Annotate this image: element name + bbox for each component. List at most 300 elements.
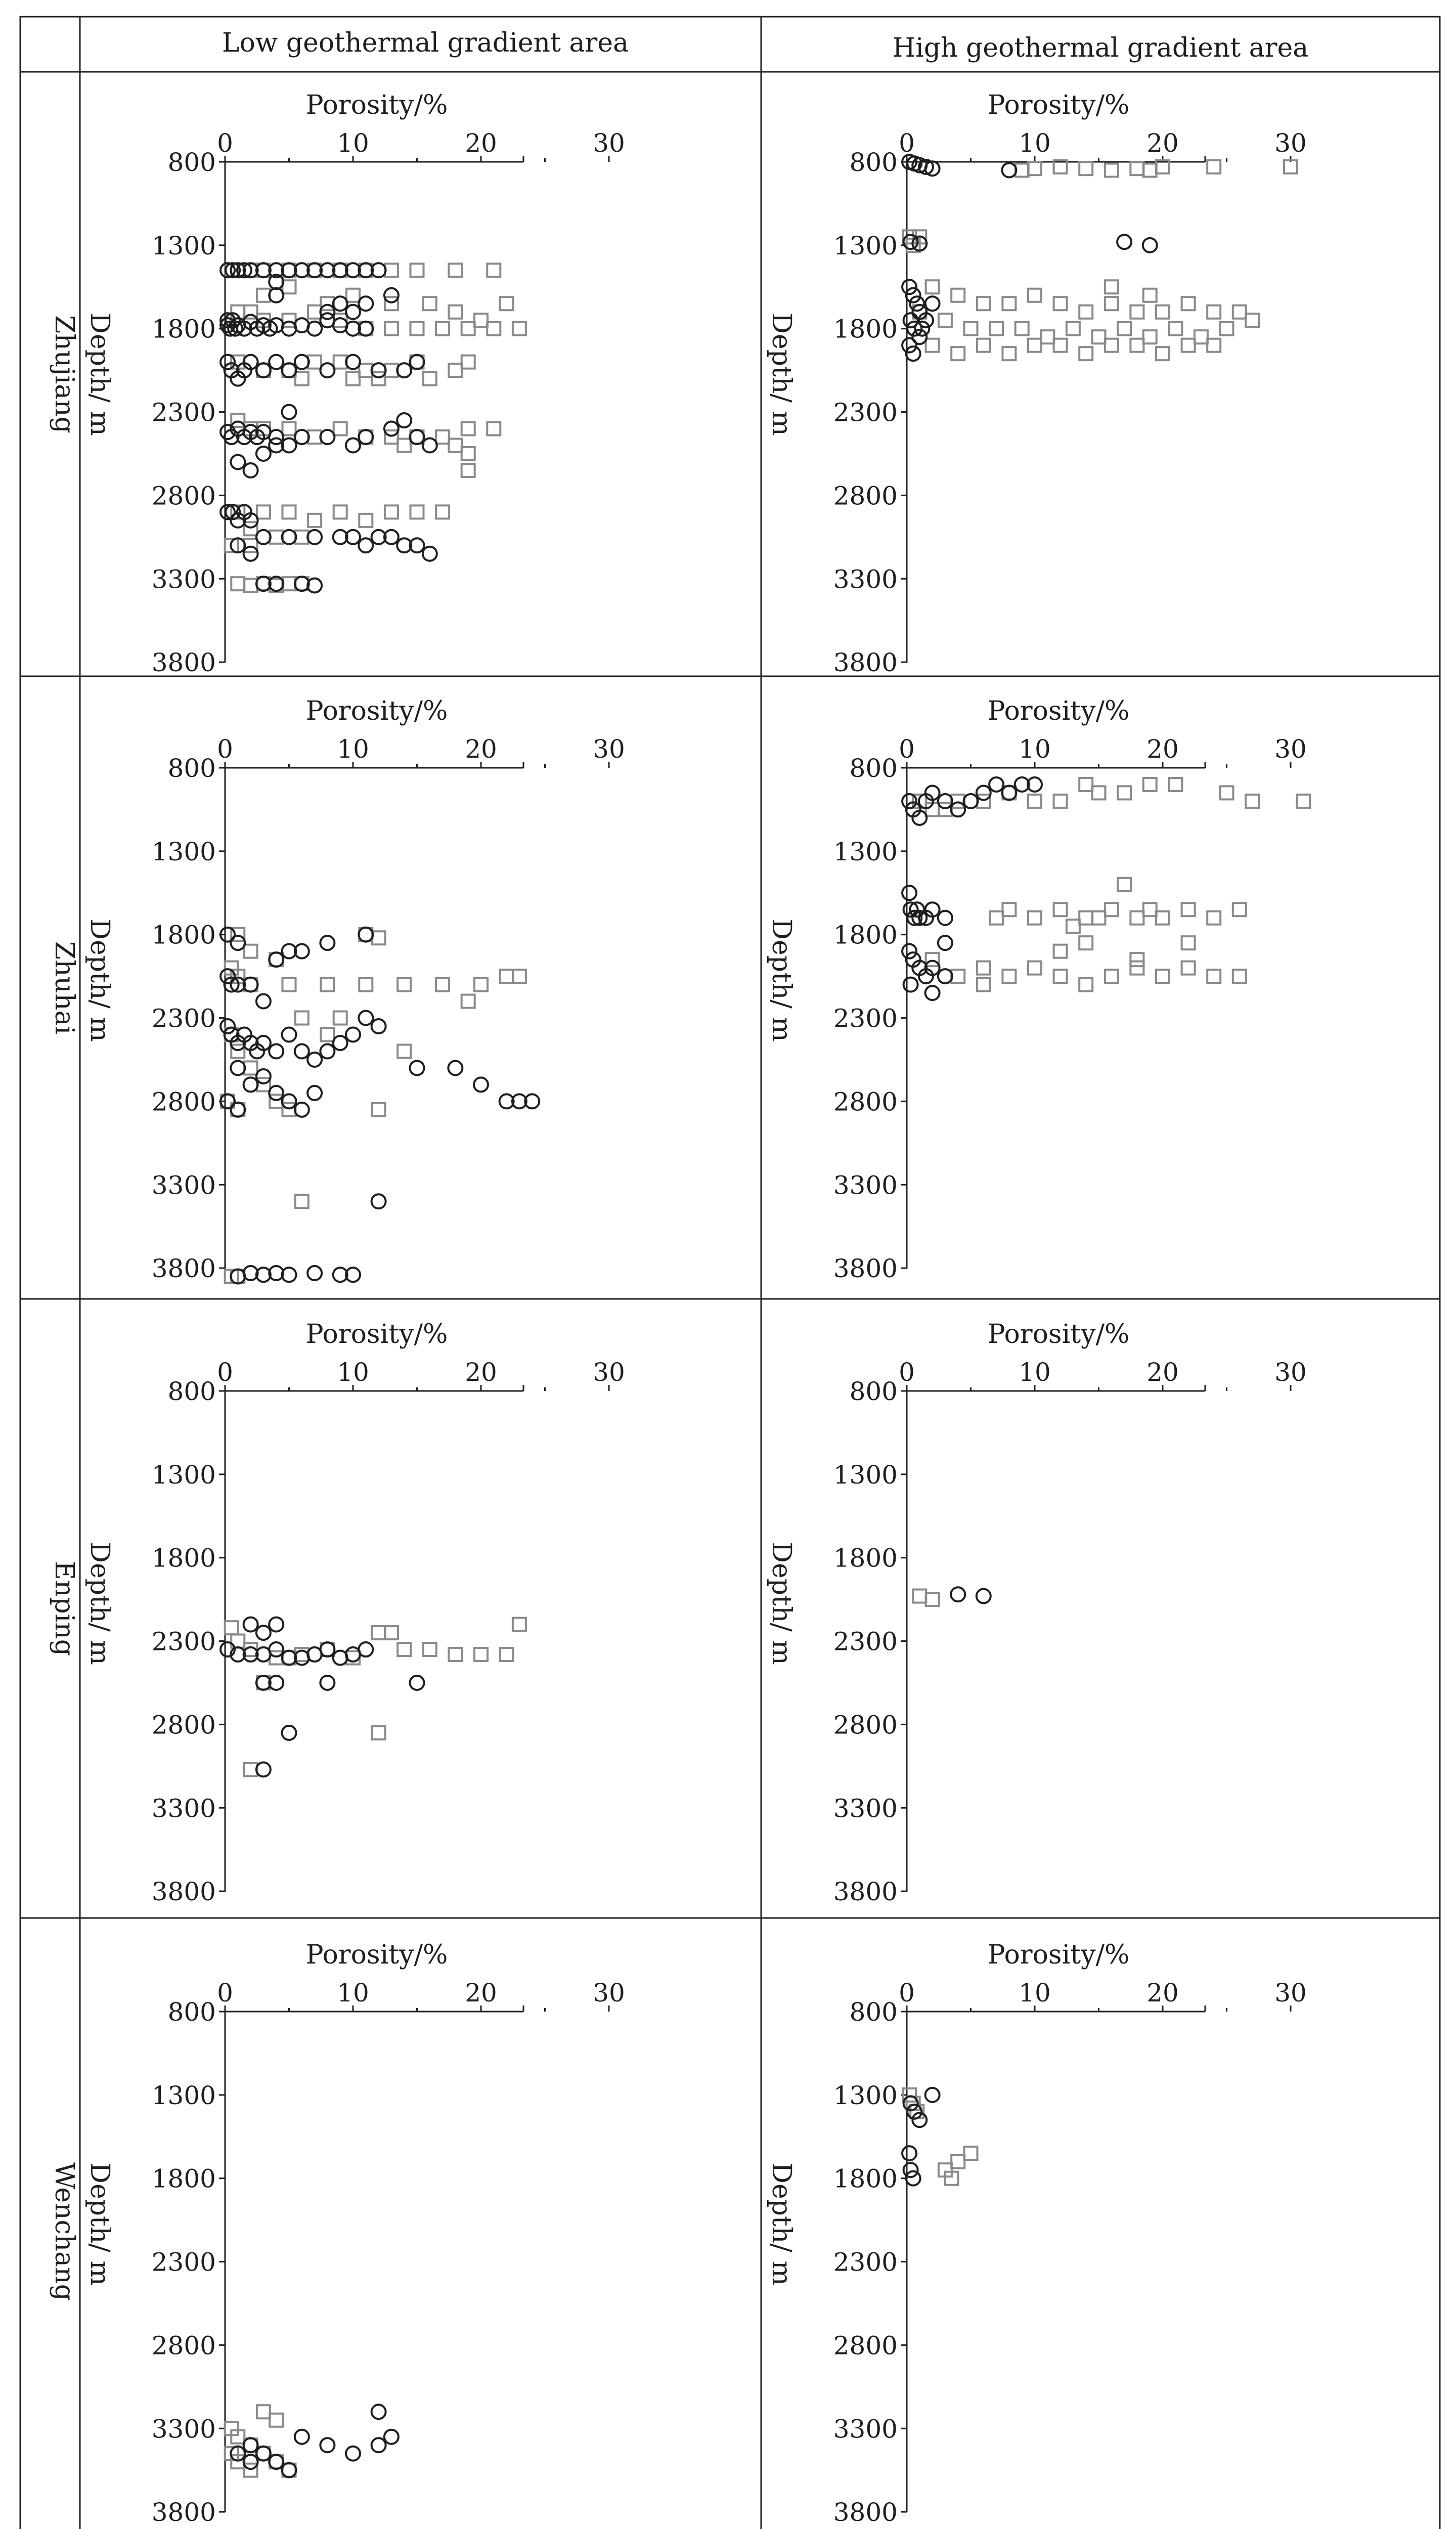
secondary-porosity-point <box>906 346 920 361</box>
primary-porosity-point <box>487 322 500 335</box>
primary-porosity-point <box>423 372 436 385</box>
secondary-porosity-point <box>951 1587 965 1601</box>
y-tick-label: 1300 <box>151 2080 216 2110</box>
primary-porosity-point <box>372 1626 385 1639</box>
y-tick-label: 3800 <box>833 1254 898 1284</box>
secondary-porosity-point <box>977 786 991 800</box>
secondary-porosity-point <box>346 1028 360 1042</box>
y-tick-label: 2800 <box>151 481 216 511</box>
y-axis-title: Depth/ m <box>766 919 797 1042</box>
y-axis-title: Depth/ m <box>766 2162 797 2286</box>
x-tick-label: 10 <box>337 1978 369 2008</box>
primary-porosity-point <box>244 1061 257 1074</box>
primary-porosity-point <box>359 364 372 377</box>
primary-porosity-point <box>231 1044 244 1058</box>
secondary-porosity-point <box>295 2430 309 2444</box>
primary-porosity-point <box>411 322 424 335</box>
primary-porosity-point <box>321 1028 334 1041</box>
primary-porosity-point <box>1079 162 1092 175</box>
secondary-porosity-point <box>938 794 952 808</box>
y-tick-label: 3800 <box>833 648 898 678</box>
primary-porosity-point <box>270 2414 283 2427</box>
secondary-porosity-point <box>256 447 271 461</box>
secondary-porosity-point <box>307 1053 322 1067</box>
secondary-porosity-point <box>410 1061 424 1075</box>
secondary-porosity-point <box>1117 235 1131 249</box>
secondary-porosity-point <box>904 2163 918 2177</box>
secondary-porosity-point <box>902 280 916 294</box>
primary-porosity-point <box>283 280 296 293</box>
primary-porosity-point <box>951 970 964 983</box>
series-secondary-porosity <box>220 1618 424 1777</box>
y-tick-label: 800 <box>167 148 216 177</box>
panel-enping-low <box>84 1319 625 1906</box>
primary-porosity-point <box>270 531 283 544</box>
series-secondary-porosity <box>902 155 1157 361</box>
primary-porosity-point <box>385 264 398 277</box>
secondary-porosity-point <box>346 2447 360 2461</box>
secondary-porosity-point <box>320 430 334 444</box>
primary-porosity-point <box>321 978 334 991</box>
y-tick-label: 800 <box>167 1377 216 1406</box>
primary-porosity-point <box>372 372 385 385</box>
primary-porosity-point <box>372 931 385 944</box>
secondary-porosity-point <box>320 936 334 950</box>
primary-porosity-point <box>398 1643 411 1656</box>
secondary-porosity-point <box>231 455 245 469</box>
secondary-porosity-point <box>397 413 411 427</box>
primary-porosity-point <box>1028 962 1041 975</box>
primary-porosity-point <box>1079 911 1092 925</box>
primary-porosity-point <box>462 422 475 435</box>
primary-porosity-point <box>244 945 257 958</box>
secondary-porosity-point <box>410 430 424 444</box>
x-tick-label: 20 <box>1146 1978 1179 2008</box>
y-axis-title: Depth/ m <box>84 313 115 436</box>
y-tick-label: 3800 <box>151 648 216 678</box>
primary-porosity-point <box>1130 162 1143 175</box>
secondary-porosity-point <box>372 2438 386 2452</box>
primary-porosity-point <box>1130 911 1143 925</box>
primary-porosity-point <box>926 280 939 293</box>
secondary-porosity-point <box>925 2088 940 2102</box>
secondary-porosity-point <box>320 1044 334 1058</box>
primary-porosity-point <box>977 962 990 975</box>
y-tick-label: 3300 <box>833 2414 898 2444</box>
y-tick-label: 1800 <box>151 920 216 950</box>
primary-porosity-point <box>1169 778 1182 791</box>
secondary-porosity-point <box>902 944 916 958</box>
secondary-porosity-point <box>256 1626 271 1640</box>
x-tick-label: 20 <box>1146 734 1179 764</box>
primary-porosity-point <box>308 306 321 319</box>
secondary-porosity-point <box>256 994 271 1009</box>
secondary-porosity-point <box>359 1011 373 1025</box>
header-high-area: High geothermal gradient area <box>892 33 1309 63</box>
primary-porosity-point <box>1143 289 1157 302</box>
primary-porosity-point <box>1233 903 1246 916</box>
primary-porosity-point <box>449 1648 462 1661</box>
primary-porosity-point <box>385 364 398 377</box>
x-tick-label: 0 <box>899 734 915 764</box>
primary-porosity-point <box>1054 970 1067 983</box>
secondary-porosity-point <box>320 1676 334 1690</box>
secondary-porosity-point <box>269 1044 283 1058</box>
primary-porosity-point <box>283 1103 296 1116</box>
y-tick-label: 2800 <box>833 1710 898 1740</box>
secondary-porosity-point <box>320 305 334 319</box>
primary-porosity-point <box>1028 795 1041 808</box>
secondary-porosity-point <box>282 2463 296 2477</box>
y-tick-label: 2300 <box>151 1627 216 1656</box>
primary-porosity-point <box>257 289 270 302</box>
secondary-porosity-point <box>346 355 360 369</box>
primary-porosity-point <box>372 1103 385 1116</box>
primary-porosity-point <box>1118 322 1131 335</box>
secondary-porosity-point <box>906 288 920 302</box>
primary-porosity-point <box>939 803 952 816</box>
primary-porosity-point <box>1207 160 1220 173</box>
y-tick-label: 2300 <box>151 1004 216 1033</box>
series-primary-porosity <box>913 778 1310 991</box>
primary-porosity-point <box>346 372 360 385</box>
secondary-porosity-point <box>346 438 360 452</box>
secondary-porosity-point <box>346 305 360 319</box>
primary-porosity-point <box>308 430 321 444</box>
primary-porosity-point <box>1067 322 1080 335</box>
primary-porosity-point <box>346 289 360 302</box>
primary-porosity-point <box>1092 786 1106 799</box>
primary-porosity-point <box>1079 778 1092 791</box>
scatter-panels <box>84 90 1310 2527</box>
x-tick-label: 20 <box>1146 128 1179 158</box>
panel-zhuhai-low <box>84 696 625 1284</box>
y-tick-label: 800 <box>167 1997 216 2027</box>
primary-porosity-point <box>462 322 475 335</box>
secondary-porosity-point <box>372 363 386 377</box>
primary-porosity-point <box>334 422 347 435</box>
primary-porosity-point <box>513 970 526 983</box>
x-tick-label: 10 <box>1019 734 1051 764</box>
series-secondary-porosity <box>902 777 1042 1000</box>
primary-porosity-point <box>1156 970 1169 983</box>
secondary-porosity-point <box>938 936 952 950</box>
x-tick-label: 10 <box>337 128 369 158</box>
y-tick-label: 1800 <box>151 314 216 344</box>
primary-porosity-point <box>436 322 449 335</box>
secondary-porosity-point <box>951 802 965 816</box>
primary-porosity-point <box>487 264 500 277</box>
primary-porosity-point <box>1143 163 1157 177</box>
secondary-porosity-point <box>320 363 334 377</box>
primary-porosity-point <box>990 911 1003 925</box>
primary-porosity-point <box>1028 911 1041 925</box>
secondary-porosity-point <box>269 1618 283 1632</box>
x-tick-label: 20 <box>465 1978 497 2008</box>
secondary-porosity-point <box>938 911 952 925</box>
primary-porosity-point <box>295 1012 308 1025</box>
primary-porosity-point <box>926 953 939 966</box>
primary-porosity-point <box>1105 163 1118 177</box>
primary-porosity-point <box>1130 962 1143 975</box>
x-axis-title: Porosity/% <box>305 1940 448 1970</box>
primary-porosity-point <box>1182 962 1195 975</box>
row-label-zhuhai: Zhuhai <box>49 941 79 1035</box>
primary-porosity-point <box>1041 330 1054 343</box>
primary-porosity-point <box>913 1590 926 1603</box>
table-grid <box>20 17 1440 2529</box>
panel-zhuhai-high <box>766 696 1310 1283</box>
x-tick-label: 20 <box>465 1358 497 1387</box>
primary-porosity-point <box>334 356 347 369</box>
primary-porosity-point <box>449 264 462 277</box>
secondary-porosity-point <box>220 1019 235 1033</box>
primary-porosity-point <box>1207 306 1220 319</box>
primary-porosity-point <box>449 439 462 452</box>
primary-porosity-point <box>462 995 475 1008</box>
primary-porosity-point <box>1002 297 1016 310</box>
primary-porosity-point <box>1028 289 1041 302</box>
row-label-wenchang: Wenchang <box>49 2162 79 2301</box>
primary-porosity-point <box>436 505 449 518</box>
y-axis-title: Depth/ m <box>84 2162 115 2286</box>
secondary-porosity-point <box>220 355 235 369</box>
header-low-area: Low geothermal gradient area <box>222 28 629 58</box>
secondary-porosity-point <box>320 1642 334 1656</box>
x-tick-label: 0 <box>217 1978 233 2008</box>
secondary-porosity-point <box>977 1589 991 1603</box>
secondary-porosity-point <box>231 1061 245 1075</box>
x-tick-label: 30 <box>593 1978 625 2008</box>
x-tick-label: 0 <box>899 1978 915 2008</box>
secondary-porosity-point <box>282 363 296 377</box>
y-axis-title: Depth/ m <box>766 313 797 436</box>
secondary-porosity-point <box>925 986 940 1000</box>
primary-porosity-point <box>1182 339 1195 352</box>
secondary-porosity-point <box>295 1103 309 1117</box>
primary-porosity-point <box>1182 903 1195 916</box>
x-tick-label: 30 <box>593 128 625 158</box>
primary-porosity-point <box>1182 936 1195 949</box>
primary-porosity-point <box>1143 778 1157 791</box>
primary-porosity-point <box>951 2155 964 2168</box>
primary-porosity-point <box>283 314 296 327</box>
secondary-porosity-point <box>423 438 437 452</box>
primary-porosity-point <box>951 347 964 360</box>
secondary-porosity-point <box>925 296 940 311</box>
primary-porosity-point <box>1054 795 1067 808</box>
x-tick-label: 30 <box>1274 1358 1307 1387</box>
primary-porosity-point <box>474 978 488 991</box>
y-tick-label: 2800 <box>833 1087 898 1117</box>
secondary-porosity-point <box>269 288 283 302</box>
primary-porosity-point <box>1182 297 1195 310</box>
secondary-porosity-point <box>282 405 296 419</box>
y-tick-label: 1800 <box>833 1543 898 1573</box>
primary-porosity-point <box>1130 306 1143 319</box>
x-tick-label: 10 <box>1019 128 1051 158</box>
primary-porosity-point <box>500 297 513 310</box>
primary-porosity-point <box>474 1648 488 1661</box>
primary-porosity-point <box>1246 314 1259 327</box>
y-tick-label: 2800 <box>151 2331 216 2361</box>
series-secondary-porosity <box>220 928 539 1284</box>
primary-porosity-point <box>411 505 424 518</box>
primary-porosity-point <box>1207 970 1220 983</box>
primary-porosity-point <box>385 505 398 518</box>
x-tick-label: 0 <box>217 128 233 158</box>
primary-porosity-point <box>334 505 347 518</box>
primary-porosity-point <box>990 322 1003 335</box>
secondary-porosity-point <box>384 2430 399 2444</box>
primary-porosity-point <box>1195 330 1208 343</box>
primary-porosity-point <box>1092 911 1106 925</box>
secondary-porosity-point <box>282 1028 296 1042</box>
primary-porosity-point <box>257 2405 270 2418</box>
primary-porosity-point <box>283 577 296 590</box>
y-axis-title: Depth/ m <box>84 919 115 1042</box>
secondary-porosity-point <box>256 1762 271 1776</box>
primary-porosity-point <box>1143 903 1157 916</box>
y-tick-label: 1800 <box>833 920 898 950</box>
row-label-enping: Enping <box>49 1560 79 1656</box>
secondary-porosity-point <box>282 1726 296 1740</box>
primary-porosity-point <box>1054 339 1067 352</box>
primary-porosity-point <box>1233 306 1246 319</box>
x-tick-label: 30 <box>593 1358 625 1387</box>
primary-porosity-point <box>449 306 462 319</box>
primary-porosity-point <box>1016 322 1029 335</box>
primary-porosity-point <box>977 795 990 808</box>
y-tick-label: 2800 <box>833 481 898 511</box>
y-tick-label: 2300 <box>151 2247 216 2277</box>
primary-porosity-point <box>1156 347 1169 360</box>
x-axis-title: Porosity/% <box>987 1940 1130 1970</box>
secondary-porosity-point <box>989 777 1003 792</box>
secondary-porosity-point <box>902 794 916 808</box>
secondary-porosity-point <box>295 430 309 444</box>
primary-porosity-point <box>1233 970 1246 983</box>
x-tick-label: 0 <box>899 128 915 158</box>
primary-porosity-point <box>500 970 513 983</box>
primary-porosity-point <box>1079 978 1092 991</box>
y-tick-label: 3300 <box>151 1170 216 1200</box>
primary-porosity-point <box>462 356 475 369</box>
y-tick-label: 2800 <box>833 2331 898 2361</box>
primary-porosity-point <box>1105 970 1118 983</box>
primary-porosity-point <box>1092 330 1106 343</box>
secondary-porosity-point <box>295 355 309 369</box>
primary-porosity-point <box>436 978 449 991</box>
primary-porosity-point <box>1169 322 1182 335</box>
secondary-porosity-point <box>410 355 424 369</box>
primary-porosity-point <box>372 1726 385 1739</box>
x-axis-title: Porosity/% <box>305 696 448 726</box>
y-tick-label: 3800 <box>151 1254 216 1284</box>
primary-porosity-point <box>1207 911 1220 925</box>
y-tick-label: 3300 <box>833 564 898 594</box>
primary-porosity-point <box>244 1763 257 1776</box>
x-tick-label: 30 <box>1274 1978 1307 2008</box>
primary-porosity-point <box>1002 970 1016 983</box>
primary-porosity-point <box>1143 330 1157 343</box>
y-tick-label: 1800 <box>833 2164 898 2194</box>
secondary-porosity-point <box>269 1086 283 1100</box>
y-tick-label: 2800 <box>151 1710 216 1740</box>
primary-porosity-point <box>308 356 321 369</box>
primary-porosity-point <box>231 577 244 590</box>
y-tick-label: 1300 <box>833 837 898 866</box>
panel-enping-high <box>766 1319 1307 1906</box>
primary-porosity-point <box>1028 339 1041 352</box>
primary-porosity-point <box>225 1621 238 1634</box>
series-primary-porosity <box>225 1618 526 1776</box>
primary-porosity-point <box>500 1648 513 1661</box>
x-tick-label: 0 <box>899 1358 915 1387</box>
primary-porosity-point <box>423 1643 436 1656</box>
y-tick-label: 800 <box>167 754 216 783</box>
primary-porosity-point <box>244 2464 257 2477</box>
y-tick-label: 2300 <box>833 1627 898 1656</box>
panel-wenchang-high <box>766 1940 1307 2527</box>
secondary-porosity-point <box>359 1642 373 1656</box>
secondary-porosity-point <box>1002 786 1016 800</box>
primary-porosity-point <box>977 339 990 352</box>
secondary-porosity-point <box>307 322 322 336</box>
x-tick-label: 0 <box>217 734 233 764</box>
primary-porosity-point <box>270 1651 283 1665</box>
primary-porosity-point <box>1079 347 1092 360</box>
primary-porosity-point <box>1220 786 1233 799</box>
x-tick-label: 10 <box>1019 1358 1051 1387</box>
secondary-porosity-point <box>269 1642 283 1656</box>
primary-porosity-point <box>244 579 257 592</box>
panel-zhujiang-high <box>766 90 1307 677</box>
secondary-porosity-point <box>307 530 322 544</box>
x-axis-title: Porosity/% <box>305 90 448 120</box>
secondary-porosity-point <box>448 1061 462 1075</box>
secondary-porosity-point <box>964 794 978 808</box>
y-tick-label: 1300 <box>833 2080 898 2110</box>
primary-porosity-point <box>295 531 308 544</box>
primary-porosity-point <box>1105 280 1118 293</box>
secondary-porosity-point <box>372 1019 386 1033</box>
y-tick-label: 2800 <box>151 1087 216 1117</box>
secondary-porosity-point <box>231 936 245 950</box>
primary-porosity-point <box>513 1618 526 1631</box>
y-tick-label: 800 <box>849 754 898 783</box>
primary-porosity-point <box>1220 322 1233 335</box>
primary-porosity-point <box>1156 911 1169 925</box>
primary-porosity-point <box>1079 306 1092 319</box>
secondary-porosity-point <box>423 547 437 561</box>
primary-porosity-point <box>398 1044 411 1058</box>
x-tick-label: 10 <box>337 1358 369 1387</box>
secondary-porosity-point <box>474 1077 488 1092</box>
y-tick-label: 800 <box>849 1997 898 2027</box>
x-tick-label: 0 <box>217 1358 233 1387</box>
secondary-porosity-point <box>295 1044 309 1058</box>
primary-porosity-point <box>244 539 257 552</box>
x-tick-label: 20 <box>465 734 497 764</box>
secondary-porosity-point <box>231 1103 245 1117</box>
y-tick-label: 3300 <box>151 1794 216 1823</box>
primary-porosity-point <box>462 464 475 477</box>
primary-porosity-point <box>385 322 398 335</box>
primary-porosity-point <box>926 1593 939 1606</box>
secondary-porosity-point <box>333 1036 347 1050</box>
secondary-porosity-point <box>269 355 283 369</box>
